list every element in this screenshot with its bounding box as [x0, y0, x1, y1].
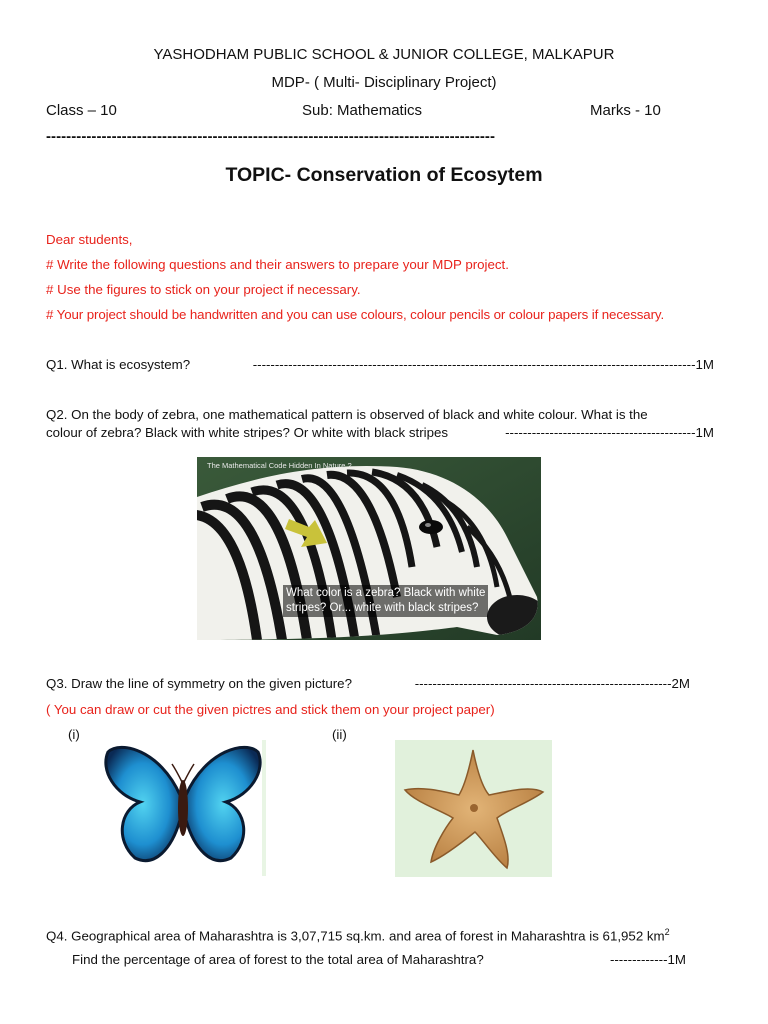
instruction-3: # Your project should be handwritten and you can use colours, colour pencils or colour papers if necessary. — [46, 307, 665, 322]
butterfly-image — [100, 740, 266, 876]
zebra-caption — [283, 585, 488, 617]
q3-text: Q3. Draw the line of symmetry on the given picture? — [46, 676, 352, 691]
q2-line-1: Q2. On the body of zebra, one mathematical pattern is observed of black and white colour. What is the — [46, 407, 648, 422]
school-name: YASHODHAM PUBLIC SCHOOL & JUNIOR COLLEGE, MALKAPUR — [153, 46, 615, 63]
q4-line-2: Find the percentage of area of forest to the total area of Maharashtra? — [72, 952, 484, 967]
header-divider: ----------------------------------------------------------------------------------------- — [46, 128, 496, 145]
starfish-image — [395, 740, 552, 877]
q3-note: ( You can draw or cut the given pictres and stick them on your project paper) — [46, 702, 495, 717]
q4-line-1-text: Q4. Geographical area of Maharashtra is 3,07,715 sq.km. and area of forest in Maharashtra is 61,952 km — [46, 928, 665, 944]
project-title: MDP- ( Multi- Disciplinary Project) — [271, 74, 497, 91]
greeting: Dear students, — [46, 232, 133, 247]
zebra-caption-line-1: What color is a zebra? Black with white — [286, 587, 486, 599]
topic-title: TOPIC- Conservation of Ecosytem — [225, 164, 543, 186]
starfish-icon — [395, 740, 552, 877]
zebra-image — [197, 457, 541, 640]
q3-marks: ----------------------------------------------------------2M — [414, 676, 690, 691]
label-ii: (ii) — [332, 727, 347, 742]
q4-line-1 — [46, 927, 670, 943]
q2-marks: -------------------------------------------1M — [505, 425, 714, 440]
subject-label: Sub: Mathematics — [302, 102, 423, 119]
butterfly-icon — [100, 740, 266, 876]
instruction-2: # Use the figures to stick on your project if necessary. — [46, 282, 361, 297]
q4-marks: -------------1M — [609, 952, 686, 967]
q4-superscript: 2 — [664, 927, 670, 937]
zebra-caption-line-2: stripes? Or... white with black stripes? — [286, 602, 479, 614]
instruction-1: # Write the following questions and their answers to prepare your MDP project. — [46, 257, 509, 272]
label-i: (i) — [68, 727, 80, 742]
class-label: Class – 10 — [46, 102, 117, 119]
zebra-image-title: The Mathematical Code Hidden In Nature ? — [207, 461, 352, 470]
q2-line-2: colour of zebra? Black with white stripes? Or white with black stripes — [46, 425, 449, 440]
q1-marks: ----------------------------------------------------------------------------------------------------1M — [252, 357, 714, 372]
marks-label: Marks - 10 — [590, 102, 661, 119]
q1-text: Q1. What is ecosystem? — [46, 357, 191, 372]
